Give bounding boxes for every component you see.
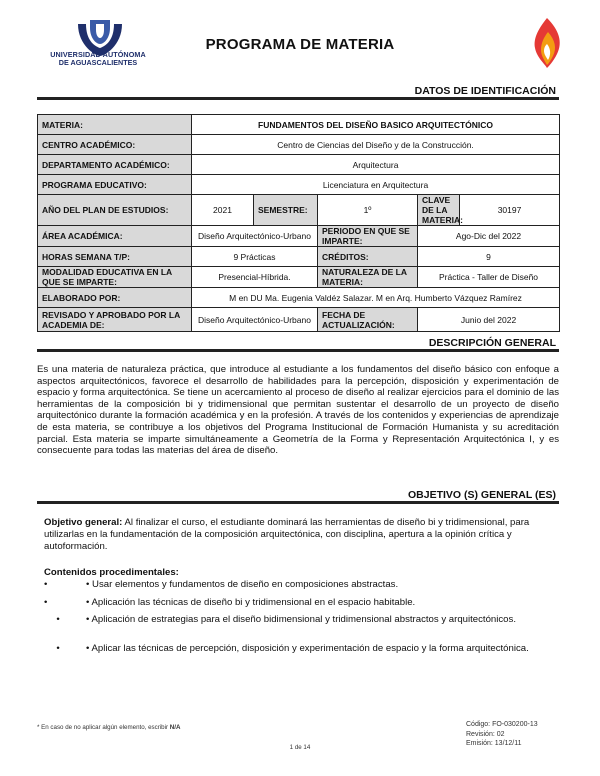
clave-label: CLAVE DE LA MATERIA: [418,195,460,226]
bullet-icon: • [56,614,60,625]
centro-value: Centro de Ciencias del Diseño y de la Construcción. [192,135,560,155]
contenidos-label: Contenidos procedimentales: [44,567,179,578]
anio-label: AÑO DEL PLAN DE ESTUDIOS: [38,195,192,226]
table-row [38,247,560,267]
bullet-icon: • [44,597,48,608]
clave-value: 30197 [460,195,560,226]
table-row [38,288,560,308]
emision-text: Emisión: 13/12/11 [466,740,522,747]
table-row [38,155,560,175]
codigo-text: Código: FO-030200-13 [466,721,538,728]
materia-value: FUNDAMENTOS DEL DISEÑO BASICO ARQUITECTÓNICO [192,115,560,135]
logo-line2: DE AGUASCALIENTES [58,58,138,67]
list-item [30,643,550,655]
objetivo-general-text: Al finalizar el curso, el estudiante dominará las herramientas de diseño bi y tridimensional, para utilizarlas en la fundamentación de la composición arquitectónica, con disciplina, apertura a la opinión crítica y autoformación. [44,517,530,552]
table-row [38,175,560,195]
area-value: Diseño Arquitectónico-Urbano [192,226,318,247]
table-row [38,115,560,135]
fecha-value: Junio del 2022 [418,308,560,332]
document-meta [466,720,538,749]
page-title: PROGRAMA DE MATERIA [205,36,395,53]
naturaleza-value: Práctica - Taller de Diseño [418,267,560,288]
materia-label: MATERIA: [38,115,192,135]
identificacion-heading: DATOS DE IDENTIFICACIÓN [414,85,556,97]
revisado-label: REVISADO Y APROBADO POR LA ACADEMIA DE: [38,308,192,332]
objetivo-general-label: Objetivo general: [44,517,123,528]
table-row [38,195,560,226]
list-item [30,614,550,626]
periodo-value: Ago-Dic del 2022 [418,226,560,247]
elaborado-value: M en DU Ma. Eugenia Valdéz Salazar. M en Arq. Humberto Vázquez Ramírez [192,288,560,308]
objetivo-heading: OBJETIVO (S) GENERAL (ES) [408,489,556,501]
list-item-text: • Aplicar las técnicas de percepción, disposición y experimentación de espacio y la forma arquitectónica. [86,643,529,654]
footer-note [37,724,180,731]
list-item-text: • Aplicación de estrategias para el diseño bidimensional y tridimensional abstractos y arquitectónicos. [86,614,516,625]
flame-logo-icon [529,16,565,70]
identification-table [37,114,560,332]
semestre-value: 1º [318,195,418,226]
programa-label: PROGRAMA EDUCATIVO: [38,175,192,195]
table-row [38,135,560,155]
revision-text: Revisión: 02 [466,730,505,738]
modalidad-value: Presencial-Híbrida. [192,267,318,288]
footer-note-na: N/A [169,724,181,731]
creditos-label: CRÉDITOS: [318,247,418,267]
objetivo-general [44,517,559,553]
area-label: ÁREA ACADÉMICA: [38,226,192,247]
modalidad-label: MODALIDAD EDUCATIVA EN LA QUE SE IMPARTE: [38,267,192,288]
table-row [38,267,560,288]
logo-line1: UNIVERSIDAD AUTÓNOMA [50,50,146,59]
list-item [44,597,554,609]
list-item [44,579,554,591]
naturaleza-label: NATURALEZA DE LA MATERIA: [318,267,418,288]
horas-label: HORAS SEMANA T/P: [38,247,192,267]
descripcion-heading: DESCRIPCIÓN GENERAL [428,337,556,349]
list-item-text: • Aplicación las técnicas de diseño bi y tridimensional en el espacio habitable. [86,597,416,608]
section-divider [37,501,559,504]
table-row [38,308,560,332]
anio-value: 2021 [192,195,254,226]
section-divider [37,349,559,352]
elaborado-label: ELABORADO POR: [38,288,192,308]
horas-value: 9 Prácticas [192,247,318,267]
bullet-icon: • [44,579,48,590]
periodo-label: PERIODO EN QUE SE IMPARTE: [318,226,418,247]
depto-value: Arquitectura [192,155,560,175]
footer-note-text: * En caso de no aplicar algún elemento, escribir [37,724,170,731]
semestre-label: SEMESTRE: [254,195,318,226]
programa-value: Licenciatura en Arquitectura [192,175,560,195]
descripcion-text: Es una materia de naturaleza práctica, que introduce al estudiante a los fundamentos del diseño básico con enfoque a aspectos arquitectónicos, favorece el desarrollo de habilidades para la percepción, disposición y experimentación de espacio y forma arquitectónica. Se tiene un acercamiento al proceso de diseño al realizar ejercicios para el dominio de las herramientas de la composición bi y tridimensional que permitan sustentar el desarrollo de un proyecto de diseño arquitectónico durante la formación académica y en la profesión. A través de los contenidos y experiencias de aprendizaje de esta materia, se contribuye a los objetivos del Programa Institucional de Formación Humanista y su acreditación parcial. Esta materia se imparte simultáneamente a Geometría de la Forma y Representación Arquitectónica I, y es consecuente para todas las materias del área de diseño. [37,364,559,457]
list-item-text: • Usar elementos y fundamentos de diseño en composiciones abstractas. [86,579,399,590]
page-number: 1 de 14 [289,744,311,751]
bullet-icon: • [56,643,60,654]
table-row [38,226,560,247]
centro-label: CENTRO ACADÉMICO: [38,135,192,155]
depto-label: DEPARTAMENTO ACADÉMICO: [38,155,192,175]
creditos-value: 9 [418,247,560,267]
revisado-value: Diseño Arquitectónico-Urbano [192,308,318,332]
fecha-label: FECHA DE ACTUALIZACIÓN: [318,308,418,332]
section-divider [37,97,559,100]
